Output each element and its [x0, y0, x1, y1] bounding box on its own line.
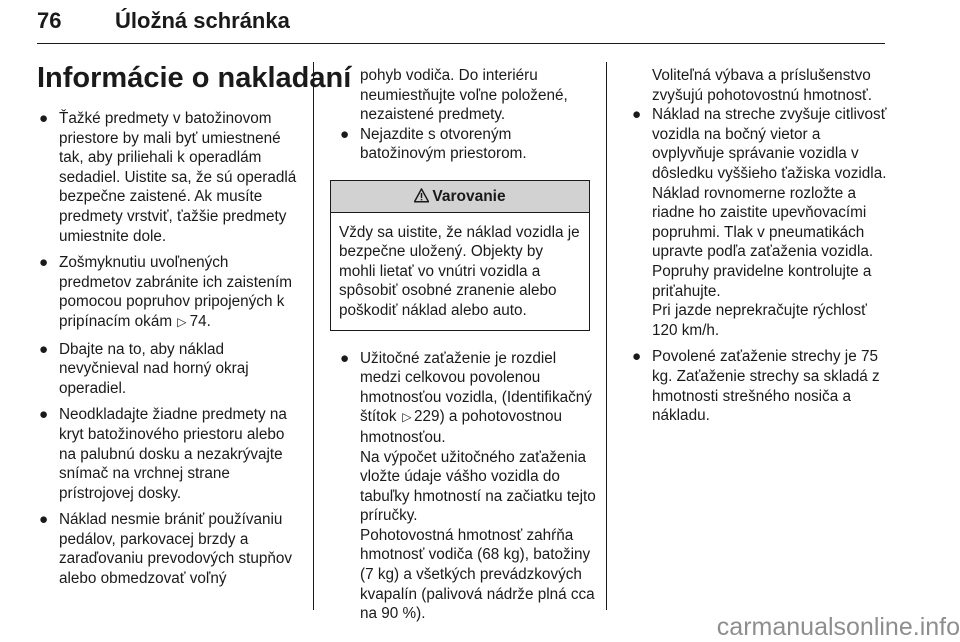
- warning-box: [330, 180, 590, 331]
- continued-text: pohyb vodiča. Do interiéru neumiestňujte voľne položené, nezaistené predmety.: [360, 67, 568, 124]
- column-2: [338, 66, 596, 631]
- list-item-text-main: Užitočné zaťaženie je rozdiel medzi celkovou povolenou hmotnosťou vozidla, (Identifikačný štítok: [360, 349, 592, 426]
- list-item-text: Neodkladajte žiadne predmety na kryt batožinového priestoru alebo na palubnú dosku a nezakrývajte snímač na vrchnej strane prístrojovej dosky.: [59, 406, 287, 502]
- bullet-dot: ●: [340, 349, 350, 367]
- list-item-text: Náklad nesmie brániť používaniu pedálov, parkovacej brzdy a zaraďovaniu prevodových stupňov alebo obmedzovať voľný: [59, 511, 293, 588]
- bullet-dot: ●: [39, 340, 49, 358]
- warning-title: Varovanie: [432, 187, 506, 205]
- list-item-text: Ťažké predmety v batožinovom priestore by mali byť umiestnené tak, aby priliehali k operadlám sedadiel. Uistite sa, že sú operadlá bezpečne zaistené. Ak musíte predmety vrstviť, ťažšie predmety umiestnite dole.: [59, 110, 297, 245]
- warning-triangle-icon: [414, 188, 429, 203]
- list-item-text: Povolené zaťaženie strechy je 75 kg. Zaťaženie strechy sa skladá z hmotnosti strešného nosiča a nákladu.: [652, 348, 880, 425]
- list-item-text: Náklad na streche zvyšuje citlivosť vozidla na bočný vietor a ovplyvňuje správanie vozidla v dôsledku vyššieho ťažiska vozidla. Náklad rovnomerne rozložte a riadne ho zaistite upevňovacími popruhmi. Tlak v pneumatikách upravte podľa zaťaženia vozidla. Popruhy pravidelne kontrolujte a priťahujte.: [652, 106, 887, 300]
- list-item: [37, 109, 302, 246]
- warning-header: [331, 181, 589, 213]
- list-item-text: [360, 349, 596, 448]
- column-divider-1: [313, 62, 314, 610]
- list-item: [37, 405, 302, 503]
- page-header: [37, 8, 885, 48]
- list-item-text: Nejazdite s otvoreným batožinovým priestorom.: [360, 125, 527, 163]
- list-item-text: [59, 253, 302, 332]
- bullet-dot: ●: [39, 110, 49, 127]
- column-3: [630, 66, 892, 433]
- list-item: [630, 347, 892, 425]
- page-reference: 74.: [189, 312, 211, 330]
- page-reference-icon: ▽: [398, 413, 413, 423]
- page-reference-icon: ▽: [174, 318, 189, 328]
- list-item-text: Dbajte na to, aby náklad nevyčnieval nad horný okraj operadiel.: [59, 340, 249, 397]
- list-item-paragraph: Na výpočet užitočného zaťaženia vložte údaje vášho vozidla do tabuľky hmotností na začiatku tejto príručky.: [360, 448, 596, 525]
- bullet-dot: ●: [39, 254, 49, 272]
- bullet-dot: ●: [340, 125, 350, 143]
- page-number: 76: [37, 8, 62, 33]
- watermark: carmanualsonline.info: [716, 613, 960, 641]
- column-1: [37, 109, 302, 596]
- list-item: [338, 349, 596, 624]
- continued-text: Voliteľná výbava a príslušenstvo zvyšujú pohotovostnú hmotnosť.: [652, 67, 873, 104]
- page-reference: 229) a pohotovostnou hmotnosťou.: [360, 408, 563, 446]
- list-item: [37, 510, 302, 588]
- column-divider-2: [606, 62, 607, 610]
- list-item: [37, 340, 302, 399]
- header-rule: [37, 43, 885, 44]
- bullet-dot: ●: [632, 106, 642, 124]
- bullet-dot: ●: [39, 406, 49, 424]
- warning-text: Vždy sa uistite, že náklad vozidla je bezpečne uložený. Objekty by mohli lietať vo vnútri vozidla a spôsobiť osobné zranenie alebo poškodiť náklad alebo auto.: [339, 223, 580, 319]
- list-item: [338, 125, 596, 164]
- warning-body: [331, 213, 589, 330]
- list-item-paragraph: Pohotovostná hmotnosť zahŕňa hmotnosť vodiča (68 kg), batožiny (7 kg) a všetkých prevádzkových kvapalín (palivová nádrže plná cca na 90 %).: [360, 526, 595, 623]
- list-item: [37, 253, 302, 332]
- bullet-dot: ●: [632, 348, 642, 366]
- list-item-text-main: Zošmyknutiu uvoľnených predmetov zabránite ich zaistením pomocou popruhov pripojených k pripínacím okám: [59, 254, 292, 330]
- list-item-paragraph: Pri jazde neprekračujte rýchlosť 120 km/h.: [652, 302, 867, 339]
- bullet-dot: ●: [39, 511, 49, 529]
- running-title: Úložná schránka: [115, 8, 290, 33]
- list-item: [630, 105, 892, 340]
- section-title: Informácie o nakladaní: [37, 62, 352, 94]
